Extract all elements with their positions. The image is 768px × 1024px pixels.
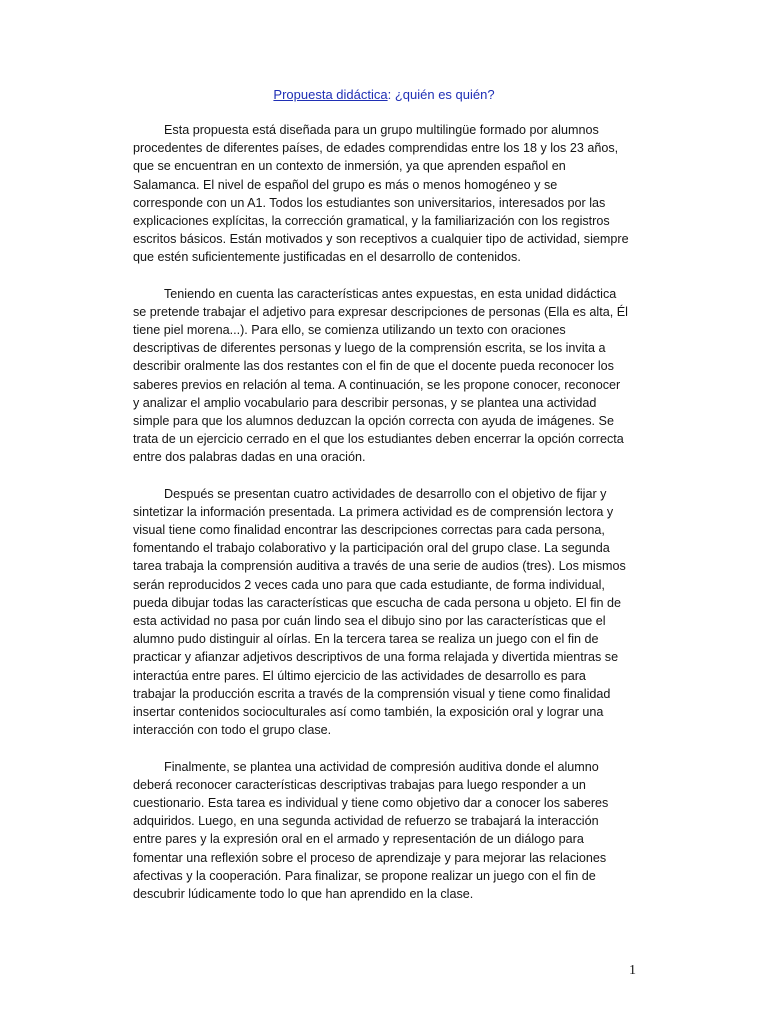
document-body xyxy=(133,121,630,921)
title-link[interactable]: Propuesta didáctica xyxy=(273,87,388,102)
document-title xyxy=(0,86,768,104)
paragraph-activities: Después se presentan cuatro actividades de desarrollo con el objetivo de fijar y sintetizar la información presentada. La primera actividad es de comprensión lectora y visual tiene como finalidad encontrar las descripciones correctas para cada persona, fomentando el trabajo colaborativo y la participación oral del grupo clase. La segunda tarea trabaja la comprensión auditiva a través de una serie de audios (tres). Los mismos serán reproducidos 2 veces cada uno para que cada estudiante, de forma individual, pueda dibujar todas las características que escucha de cada persona u objeto. El fin de esta actividad no pasa por cuán lindo sea el dibujo sino por las características que el alumno pudo distinguir al oírlas. En la tercera tarea se realiza un juego con el fin de practicar y afianzar adjetivos descriptivos de una forma relajada y divertida mientras se interactúa entre pares. El último ejercicio de las actividades de desarrollo es para trabajar la producción escrita a través de la comprensión visual y tiene como finalidad insertar contenidos socioculturales así como también, la exposición oral y lograr una interacción con todo el grupo clase. xyxy=(133,486,626,738)
paragraph-objectives: Teniendo en cuenta las características antes expuestas, en esta unidad didáctica se pretende trabajar el adjetivo para expresar descripciones de personas (Ella es alta, Él tiene piel morena...). Para ello, se comienza utilizando un texto con oraciones descriptivas de diferentes personas y luego de la comprensión escrita, se los invita a describir oralmente las dos restantes con el fin de que el docente pueda reconocer los saberes previos en relación al tema. A continuación, se les propone conocer, reconocer y analizar el amplio vocabulario para describir personas, y se plantea una actividad simple para que los alumnos deduzcan la opción correcta con ayuda de imágenes. Se trata de un ejercicio cerrado en el que los estudiantes deben encerrar la opción correcta entre dos palabras dadas en una oración. xyxy=(133,286,628,465)
paragraph-conclusion: Finalmente, se plantea una actividad de compresión auditiva donde el alumno deberá reconocer características descriptivas trabajas para luego responder a un cuestionario. Esta tarea es individual y tiene como objetivo dar a conocer los saberes adquiridos. Luego, en una segunda actividad de refuerzo se trabajará la interacción entre pares y la expresión oral en el armado y representación de un diálogo para fomentar una reflexión sobre el proceso de aprendizaje y para mejorar las relaciones afectivas y la cooperación. Para finalizar, se propone realizar un juego con el fin de descubrir lúdicamente todo lo que han aprendido en la clase. xyxy=(133,759,609,901)
title-subtitle: : ¿quién es quién? xyxy=(387,87,495,102)
paragraph-intro: Esta propuesta está diseñada para un grupo multilingüe formado por alumnos procedentes de diferentes países, de edades comprendidas entre los 18 y los 23 años, que se encuentran en un contexto de inmersión, ya que aprenden español en Salamanca. El nivel de español del grupo es más o menos homogéneo y se corresponde con un A1. Todos los estudiantes son universitarios, interesados por las explicaciones explícitas, la corrección gramatical, y la familiarización con los registros escritos básicos. Están motivados y son receptivos a cualquier tipo de actividad, siempre que estén suficientemente justificadas en el desarrollo de contenidos. xyxy=(133,123,629,265)
page-number: 1 xyxy=(629,963,636,978)
